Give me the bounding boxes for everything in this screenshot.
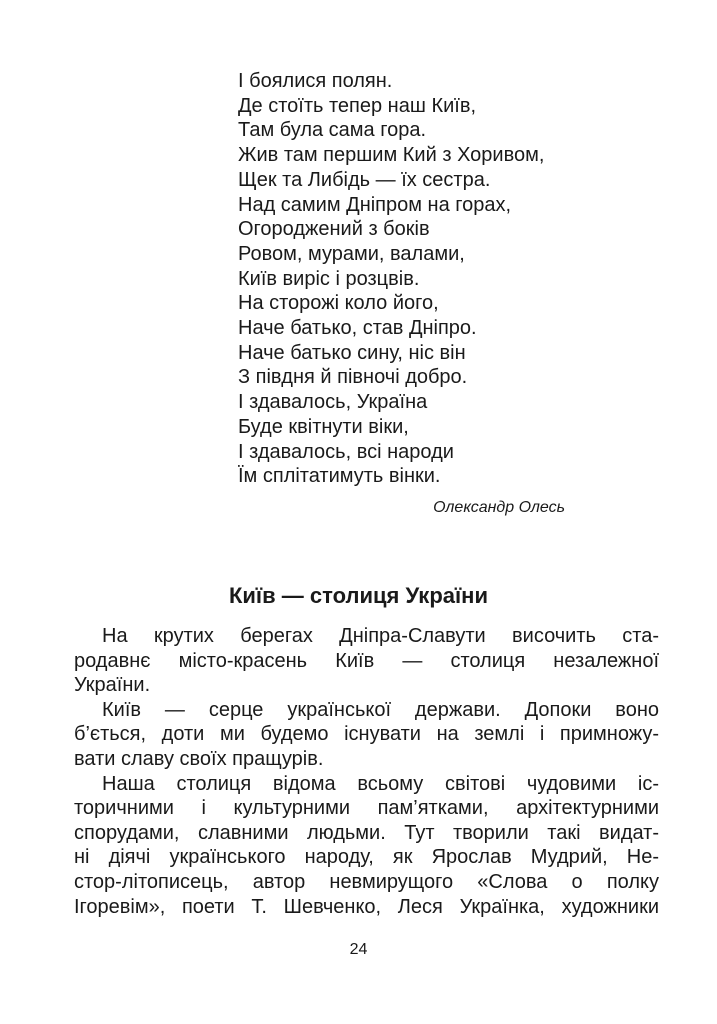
paragraph-line: родавнє місто-красень Київ — столиця незалежної (74, 649, 659, 672)
article-title: Київ — столиця України (228, 583, 488, 608)
poem-line: Наче батько, став Дніпро. (238, 317, 477, 340)
poem-line: І боялися полян. (238, 70, 393, 92)
poem-line: Ровом, мурами, валами, (238, 242, 465, 265)
poem-line: Щек та Либідь — їх сестра. (238, 168, 491, 191)
poem-line: Огороджений з боків (238, 218, 430, 241)
poem-line: Жив там першим Кий з Хоривом, (238, 144, 545, 167)
poem-line: Київ виріс і розцвів. (238, 267, 420, 290)
poem-author: Олександр Олесь (433, 499, 565, 516)
paragraph-line: торичними і культурними пам’ятками, архітектурними (74, 797, 659, 820)
poem-line: Їм сплітатимуть вінки. (238, 465, 441, 488)
poem-line: З півдня й півночі добро. (238, 366, 468, 389)
paragraph-line: стор-літописець, автор невмирущого «Слова о полку (74, 870, 659, 893)
paragraph-line: вати славу своїх пращурів. (74, 747, 324, 770)
paragraph-line: Київ — серце української держави. Допоки воно (102, 698, 659, 721)
poem-line: На сторожі коло його, (238, 292, 439, 315)
paragraph-line: Наша столиця відома всьому світові чудовими іс- (102, 772, 659, 795)
page-number: 24 (349, 941, 368, 958)
poem-line: І здавалось, всі народи (238, 440, 454, 463)
poem-line: Наче батько сину, ніс він (238, 341, 466, 364)
paragraph-line: України. (74, 674, 151, 697)
paragraph-line: На крутих берегах Дніпра-Славути височить ста- (102, 625, 659, 647)
paragraph-line: Ігоревім», поети Т. Шевченко, Леся Українка, художники (74, 895, 659, 918)
poem-line: Над самим Дніпром на горах, (238, 193, 512, 216)
poem-line: Де стоїть тепер наш Київ, (238, 94, 476, 117)
article-body (74, 624, 659, 919)
poem-line: І здавалось, Україна (238, 391, 428, 414)
poem (238, 69, 658, 489)
poem-line: Там була сама гора. (238, 119, 427, 142)
paragraph-line: спорудами, славними людьми. Тут творили такі видат- (74, 821, 659, 844)
paragraph-line: ні діячі українського народу, як Ярослав Мудрий, Не- (74, 846, 659, 869)
paragraph-line: б’ється, доти ми будемо існувати на землі і примножу- (74, 723, 659, 746)
poem-line: Буде квітнути віки, (238, 415, 409, 438)
